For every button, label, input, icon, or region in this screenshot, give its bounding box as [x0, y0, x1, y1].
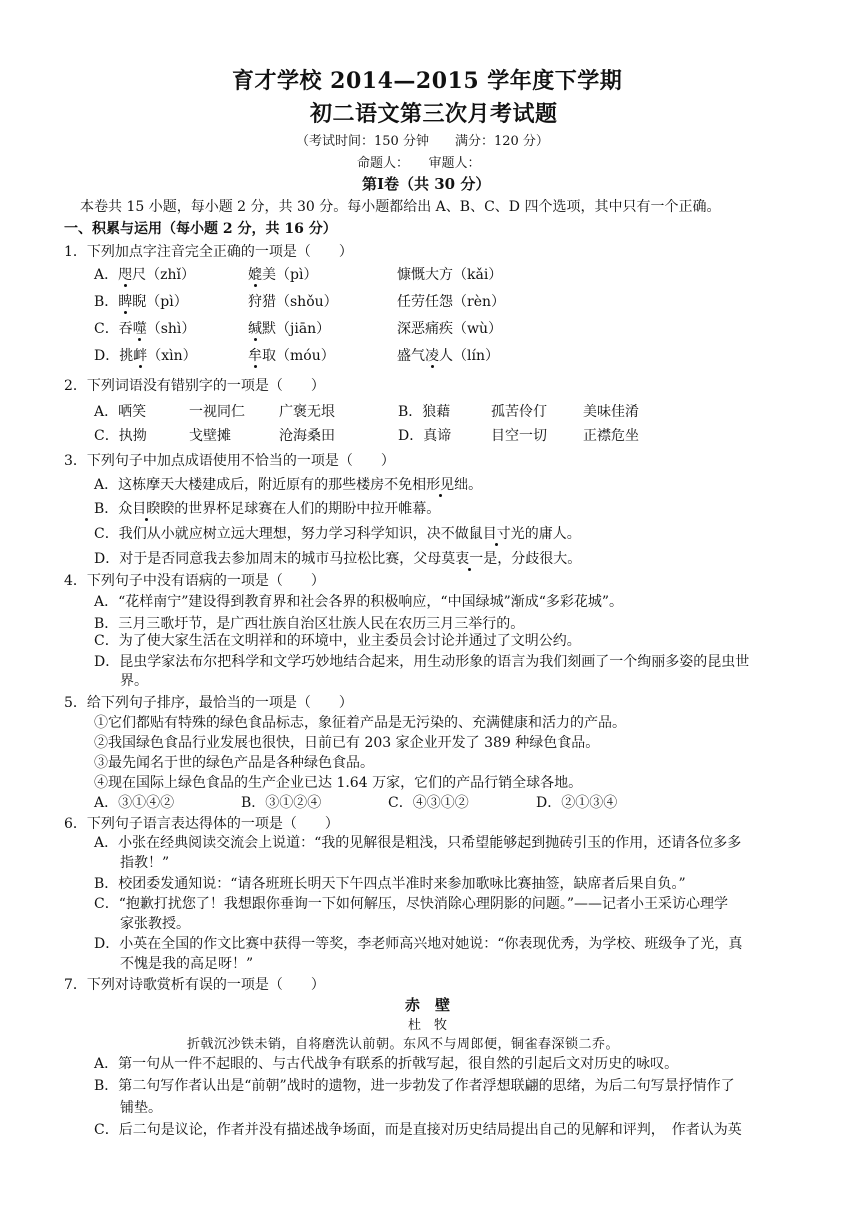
exam-title-line2: 初二语文第三次月考试题 — [310, 101, 558, 127]
q2-option-c-1: C．执拗 — [94, 428, 147, 444]
q3-option-c: C．我们从小就应树立远大理想，努力学习科学知识，决不做鼠目寸光的庸人。 — [94, 526, 581, 542]
q6-option-a-line2: 指教！” — [120, 855, 170, 871]
q5-sentence-4: ④现在国际上绿色食品的生产企业已达 1.64 万家，它们的产品行销全球各地。 — [94, 775, 583, 791]
q1-option-d-word2: 牟取（móu） — [248, 348, 335, 364]
q3-stem: 3．下列句子中加点成语使用不恰当的一项是（ ） — [64, 453, 395, 469]
q5-sentence-1: ①它们都贴有特殊的绿色食品标志，象征着产品是无污染的、充满健康和活力的产品。 — [94, 715, 626, 731]
q5-option-c: C．④③①② — [388, 795, 469, 811]
poem-author: 杜 牧 — [408, 1018, 448, 1033]
q4-option-d-line1: D．昆虫学家法布尔把科学和文学巧妙地结合起来，用生动形象的语言为我们刻画了一个绚丽多姿的昆虫世 — [94, 654, 750, 670]
exam-info: （考试时间：150 分钟 满分：120 分） — [296, 134, 549, 149]
q7-option-b-line1: B．第二句写作者认出是“前朝”战时的遗物，进一步勃发了作者浮想联翩的思绪，为后二句写景抒情作了 — [94, 1078, 735, 1094]
q2-option-c-2: 戈壁摊 — [189, 428, 231, 444]
q5-option-d: D．②①③④ — [536, 795, 618, 811]
exam-authors: 命题人： 审题人： — [357, 156, 481, 171]
q2-option-a-2: 一视同仁 — [189, 404, 245, 420]
q2-option-a-1: A．哂笑 — [94, 404, 147, 420]
q2-option-b-2: 孤苦伶仃 — [491, 404, 547, 420]
q7-option-a: A．第一句从一件不起眼的、与古代战争有联系的折戟写起，很自然的引起后文对历史的咏叹。 — [94, 1056, 679, 1072]
section-intro: 本卷共 15 小题，每小题 2 分，共 30 分。每小题都给出 A、B、C、D 四个选项，其中只有一个正确。 — [80, 199, 721, 215]
q6-stem: 6．下列句子语言表达得体的一项是（ ） — [64, 816, 339, 832]
q6-option-a-line1: A．小张在经典阅读交流会上说道：“我的见解很是粗浅，只希望能够起到抛砖引玉的作用，还请各位多多 — [94, 835, 742, 851]
q1-option-b-word2: 狩猎（shǒu） — [248, 294, 338, 310]
q6-option-c-line1: C．“抱歉打扰您了！我想跟你垂询一下如何解压，尽快消除心理阴影的问题。”——记者小王采访心理学 — [94, 896, 729, 912]
poem-title: 赤 壁 — [405, 996, 451, 1014]
q7-option-b-line2: 铺垫。 — [120, 1100, 162, 1116]
q1-option-c-word2: 缄默（jiān） — [248, 321, 331, 337]
q4-option-a: A．“花样南宁”建设得到教育界和社会各界的积极响应，“中国绿城”渐成“多彩花城”。 — [94, 594, 624, 610]
exam-title-line1: 育才学校 2014—2015 学年度下学期 — [232, 68, 623, 94]
q1-option-a-word3: 慷慨大方（kǎi） — [397, 267, 503, 283]
q2-option-d-3: 正襟危坐 — [583, 428, 639, 444]
q2-option-b-3: 美味佳淆 — [583, 404, 639, 420]
q5-option-b: B．③①②④ — [241, 795, 322, 811]
q1-option-c-word3: 深恶痛疾（wù） — [397, 321, 502, 337]
q5-option-a: A．③①④② — [94, 795, 175, 811]
q1-stem: 1．下列加点字注音完全正确的一项是（ ） — [64, 244, 353, 260]
q2-option-b-1: B．狼藉 — [398, 404, 451, 420]
q1-option-b-word3: 任劳任怨（rèn） — [397, 294, 505, 310]
q2-option-a-3: 广褒无垠 — [279, 404, 335, 420]
q3-option-b: B．众目睽睽的世界杯足球赛在人们的期盼中拉开帷幕。 — [94, 501, 441, 517]
part-one-heading: 一、积累与运用（每小题 2 分，共 16 分） — [64, 221, 337, 237]
q4-option-d-line2: 界。 — [120, 673, 148, 689]
q5-sentence-2: ②我国绿色食品行业发展也很快，日前已有 203 家企业开发了 389 种绿色食品。 — [94, 735, 600, 751]
q1-option-d-word3: 盛气凌人（lín） — [397, 348, 499, 364]
q4-option-c: C．为了使大家生活在文明祥和的环境中，业主委员会讨论并通过了文明公约。 — [94, 633, 581, 649]
q3-option-a: A．这栋摩天大楼建成后，附近原有的那些楼房不免相形见绌。 — [94, 477, 483, 493]
q1-option-a: A．咫尺（zhǐ） — [94, 267, 195, 283]
q7-option-c-line1: C．后二句是议论，作者并没有描述战争场面，而是直接对历史结局提出自己的见解和评判， 作者认为英 — [94, 1122, 742, 1138]
q6-option-b: B．校团委发通知说：“请各班班长明天下午四点半准时来参加歌咏比赛抽签，缺席者后果自负。” — [94, 876, 686, 892]
poem-text: 折戟沉沙铁未销，自将磨洗认前朝。东风不与周郎便，铜雀春深锁二乔。 — [187, 1037, 620, 1052]
q6-option-c-line2: 家张教授。 — [120, 916, 190, 932]
q6-option-d-line1: D．小英在全国的作文比赛中获得一等奖，李老师高兴地对她说：“你表现优秀，为学校、班级争了光，真 — [94, 936, 743, 952]
q3-option-d: D．对于是否同意我去参加周末的城市马拉松比赛，父母莫衷一是，分歧很大。 — [94, 551, 582, 567]
q1-option-b: B．睥睨（pì） — [94, 294, 188, 310]
q6-option-d-line2: 不愧是我的高足呀！” — [120, 956, 254, 972]
section-title: 第Ⅰ卷（共 30 分） — [362, 175, 491, 193]
q2-stem: 2．下列词语没有错别字的一项是（ ） — [64, 378, 325, 394]
q4-stem: 4．下列句子中没有语病的一项是（ ） — [64, 573, 325, 589]
q2-option-d-2: 目空一切 — [491, 428, 547, 444]
q1-option-c: C．吞噬（shì） — [94, 321, 196, 337]
q1-option-a-word2: 媲美（pì） — [248, 267, 318, 283]
q5-stem: 5．给下列句子排序，最恰当的一项是（ ） — [64, 695, 353, 711]
q5-sentence-3: ③最先闻名于世的绿色产品是各种绿色食品。 — [94, 755, 374, 771]
q4-option-b: B．三月三歌圩节，是广西壮族自治区壮族人民在农历三月三举行的。 — [94, 616, 525, 632]
q2-option-c-3: 沧海桑田 — [279, 428, 335, 444]
q7-stem: 7．下列对诗歌赏析有误的一项是（ ） — [64, 977, 325, 993]
q2-option-d-1: D．真谛 — [398, 428, 452, 444]
q1-option-d: D．挑衅（xìn） — [94, 348, 197, 364]
